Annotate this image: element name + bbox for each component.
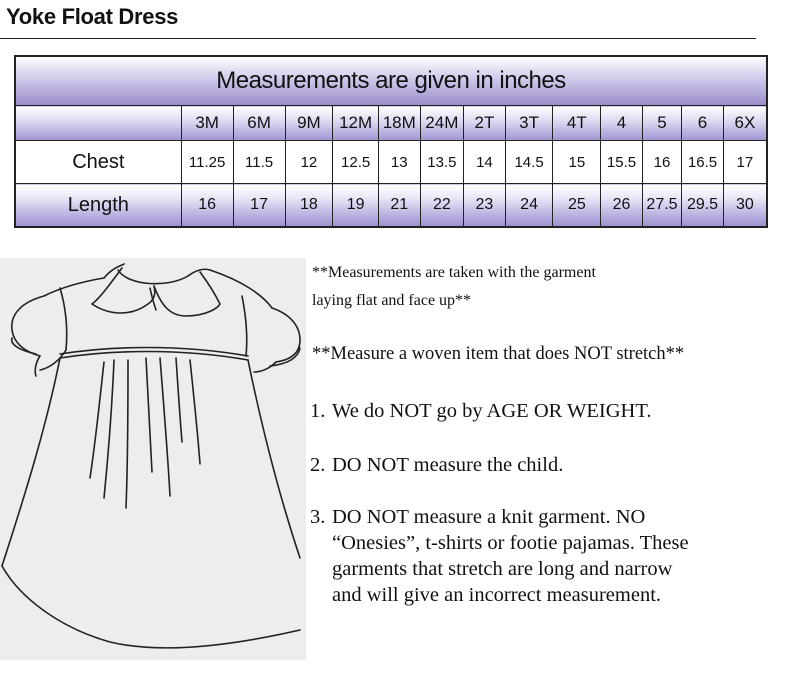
table-cell: 22 (420, 184, 464, 228)
table-cell: 21 (378, 184, 420, 228)
table-cell: 14.5 (505, 141, 553, 184)
note-flat-line-2: laying flat and face up** (312, 292, 472, 309)
size-header-cell: 3M (181, 106, 233, 141)
size-header-cell: 3T (505, 106, 553, 141)
note-woven: **Measure a woven item that does NOT stretch** (312, 344, 685, 364)
list-item-text: garments that stretch are long and narrow (332, 558, 673, 580)
table-cell: 16.5 (682, 141, 724, 184)
length-row (15, 184, 767, 228)
note-flat-line-1: **Measurements are taken with the garment (312, 264, 596, 281)
table-cell: 15 (553, 141, 601, 184)
list-item-number: 2. (310, 454, 326, 476)
list-item-text: We do NOT go by AGE OR WEIGHT. (332, 400, 652, 422)
chest-row (15, 141, 767, 184)
table-cell: 15.5 (601, 141, 643, 184)
table-cell: 16 (642, 141, 681, 184)
row-label-length: Length (15, 184, 181, 228)
table-cell: 13.5 (420, 141, 464, 184)
size-header-cell: 4T (553, 106, 601, 141)
size-header-cell: 18M (378, 106, 420, 141)
size-chart-table (14, 55, 768, 228)
sizes-row (15, 106, 767, 141)
table-cell: 18 (285, 184, 333, 228)
table-cell: 11.25 (181, 141, 233, 184)
table-cell: 19 (333, 184, 379, 228)
table-cell: 12 (285, 141, 333, 184)
list-item (310, 504, 689, 608)
dress-illustration (0, 258, 306, 660)
size-header-cell: 4 (601, 106, 643, 141)
row-label-chest: Chest (15, 141, 181, 184)
list-item-text: DO NOT measure a knit garment. NO (332, 506, 646, 528)
list-item (310, 398, 651, 424)
size-header-cell: 12M (333, 106, 379, 141)
table-cell: 23 (464, 184, 506, 228)
size-header-cell: 2T (464, 106, 506, 141)
dress-sketch-icon (0, 258, 306, 660)
list-item-text: and will give an incorrect measurement. (332, 584, 662, 606)
table-cell: 24 (505, 184, 553, 228)
size-header-cell: 6X (723, 106, 767, 141)
table-cell: 12.5 (333, 141, 379, 184)
table-cell: 17 (233, 184, 285, 228)
size-header-cell: 6M (233, 106, 285, 141)
list-item-number: 1. (310, 400, 326, 422)
table-corner-cell (15, 106, 181, 141)
table-cell: 29.5 (682, 184, 724, 228)
table-cell: 30 (723, 184, 767, 228)
table-cell: 11.5 (233, 141, 285, 184)
table-cell: 27.5 (642, 184, 681, 228)
page-title: Yoke Float Dress (6, 4, 179, 29)
size-header-cell: 6 (682, 106, 724, 141)
table-cell: 13 (378, 141, 420, 184)
table-heading: Measurements are given in inches (15, 56, 767, 106)
size-header-cell: 24M (420, 106, 464, 141)
list-item-number: 3. (310, 506, 326, 528)
title-divider (0, 38, 756, 39)
list-item-text: “Onesies”, t-shirts or footie pajamas. These (332, 532, 689, 554)
size-header-cell: 9M (285, 106, 333, 141)
table-cell: 26 (601, 184, 643, 228)
table-cell: 17 (723, 141, 767, 184)
list-item-text: DO NOT measure the child. (332, 454, 564, 476)
table-cell: 16 (181, 184, 233, 228)
size-header-cell: 5 (642, 106, 681, 141)
table-cell: 25 (553, 184, 601, 228)
table-cell: 14 (464, 141, 506, 184)
list-item (310, 452, 563, 478)
